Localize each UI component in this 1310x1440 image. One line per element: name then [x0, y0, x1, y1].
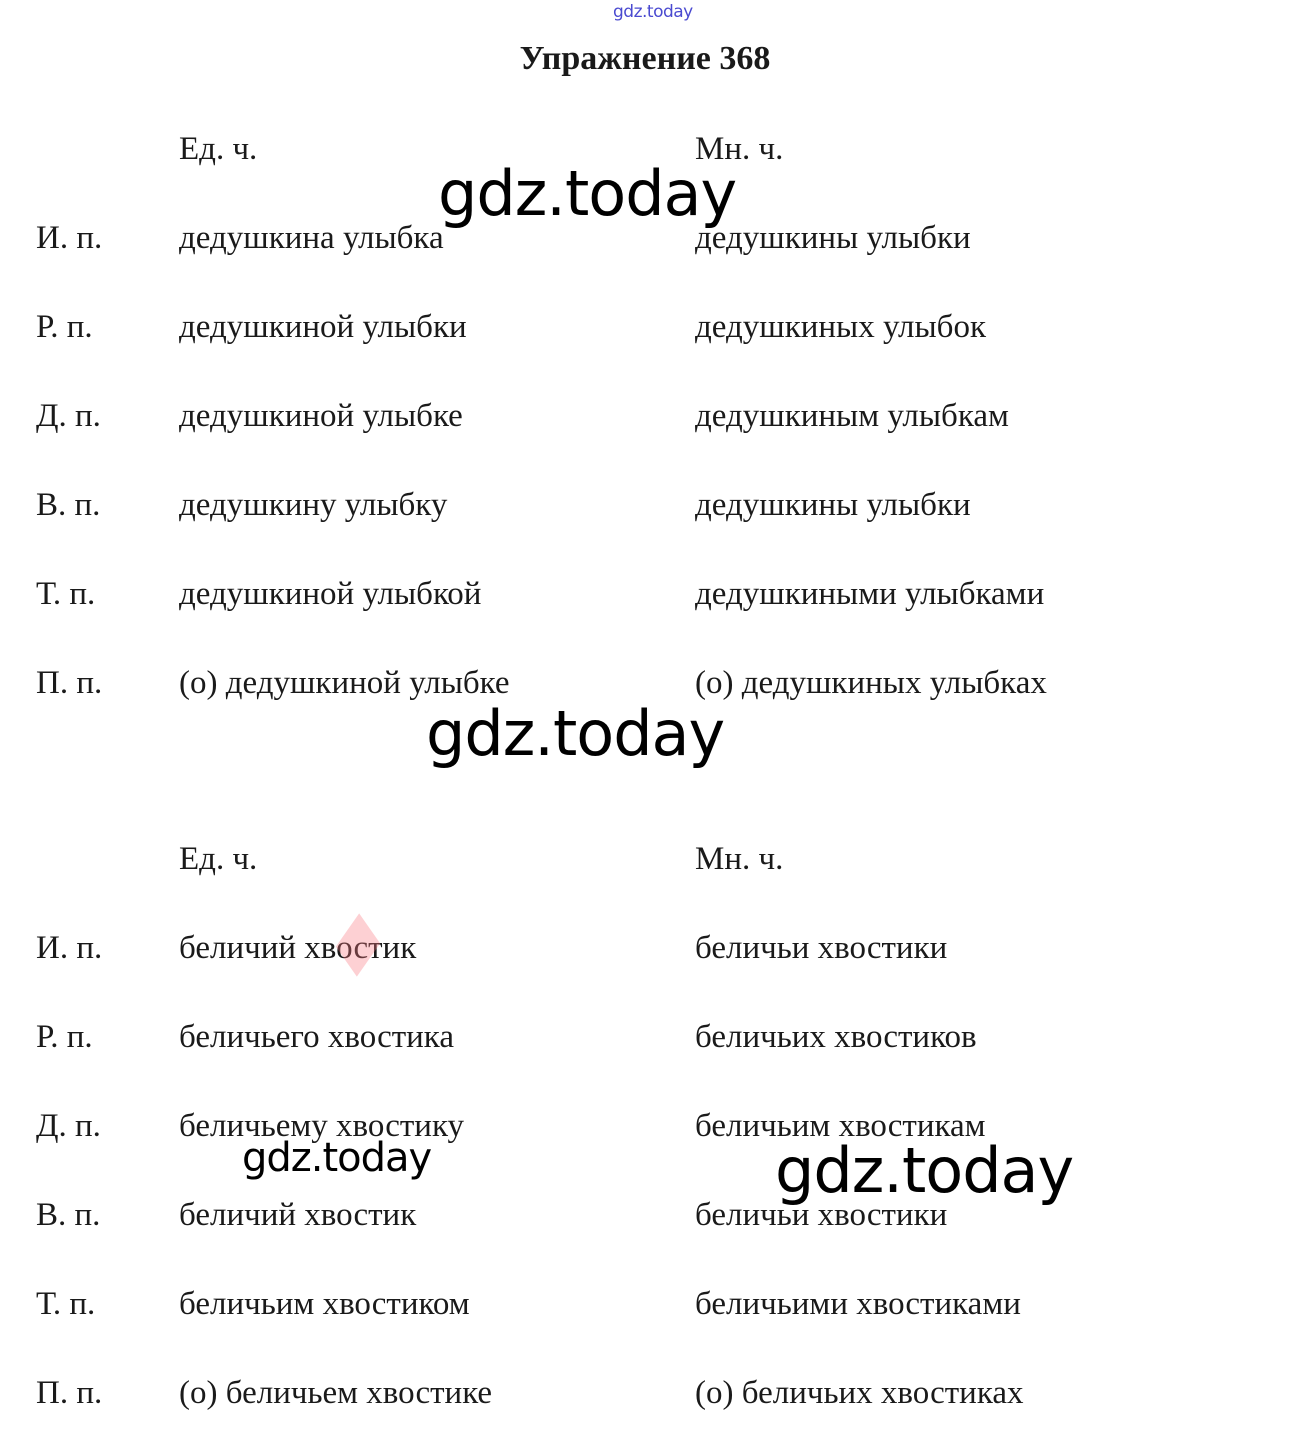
plural-form: дедушкиными улыбками [695, 576, 1045, 612]
singular-form: беличьему хвостику [179, 1108, 465, 1144]
plural-form: (о) дедушкиных улыбках [695, 665, 1047, 701]
case-label: Д. п. [36, 1108, 101, 1144]
case-label: И. п. [36, 930, 103, 966]
singular-form: беличий хвостик [179, 930, 417, 966]
case-label: Т. п. [36, 1286, 96, 1322]
header-plural: Мн. ч. [695, 131, 784, 167]
case-label: В. п. [36, 487, 101, 523]
plural-form: беличьи хвостики [695, 930, 948, 966]
header-singular: Ед. ч. [179, 841, 258, 877]
header-singular: Ед. ч. [179, 131, 258, 167]
site-watermark-top: gdz.today [613, 2, 693, 22]
watermark-2: gdz.today [426, 697, 725, 770]
singular-form: дедушкиной улыбкой [179, 576, 482, 612]
plural-form: беличьих хвостиков [695, 1019, 977, 1055]
case-label: Д. п. [36, 398, 101, 434]
plural-form: дедушкины улыбки [695, 220, 971, 256]
decorative-mark [336, 913, 380, 976]
singular-form: дедушкину улыбку [179, 487, 448, 523]
watermark-4: gdz.today [775, 1134, 1074, 1207]
watermark-3: gdz.today [242, 1135, 432, 1181]
singular-form: дедушкина улыбка [179, 220, 444, 256]
singular-form: беличьего хвостика [179, 1019, 454, 1055]
singular-form: дедушкиной улыбке [179, 398, 463, 434]
singular-form: (о) беличьем хвостике [179, 1375, 493, 1411]
plural-form: (о) беличьих хвостиках [695, 1375, 1024, 1411]
case-label: П. п. [36, 665, 103, 701]
plural-form: беличьими хвостиками [695, 1286, 1021, 1322]
watermark-1: gdz.today [438, 157, 737, 230]
case-label: Р. п. [36, 309, 93, 345]
case-label: В. п. [36, 1197, 101, 1233]
case-label: Т. п. [36, 576, 96, 612]
singular-form: беличий хвостик [179, 1197, 417, 1233]
case-label: Р. п. [36, 1019, 93, 1055]
plural-form: дедушкиных улыбок [695, 309, 986, 345]
plural-form: дедушкиным улыбкам [695, 398, 1009, 434]
case-label: И. п. [36, 220, 103, 256]
plural-form: беличьи хвостики [695, 1197, 948, 1233]
plural-form: беличьим хвостикам [695, 1108, 986, 1144]
singular-form: (о) дедушкиной улыбке [179, 665, 510, 701]
singular-form: дедушкиной улыбки [179, 309, 467, 345]
singular-form: беличьим хвостиком [179, 1286, 470, 1322]
page-title: Упражнение 368 [519, 40, 771, 77]
plural-form: дедушкины улыбки [695, 487, 971, 523]
case-label: П. п. [36, 1375, 103, 1411]
header-plural: Мн. ч. [695, 841, 784, 877]
